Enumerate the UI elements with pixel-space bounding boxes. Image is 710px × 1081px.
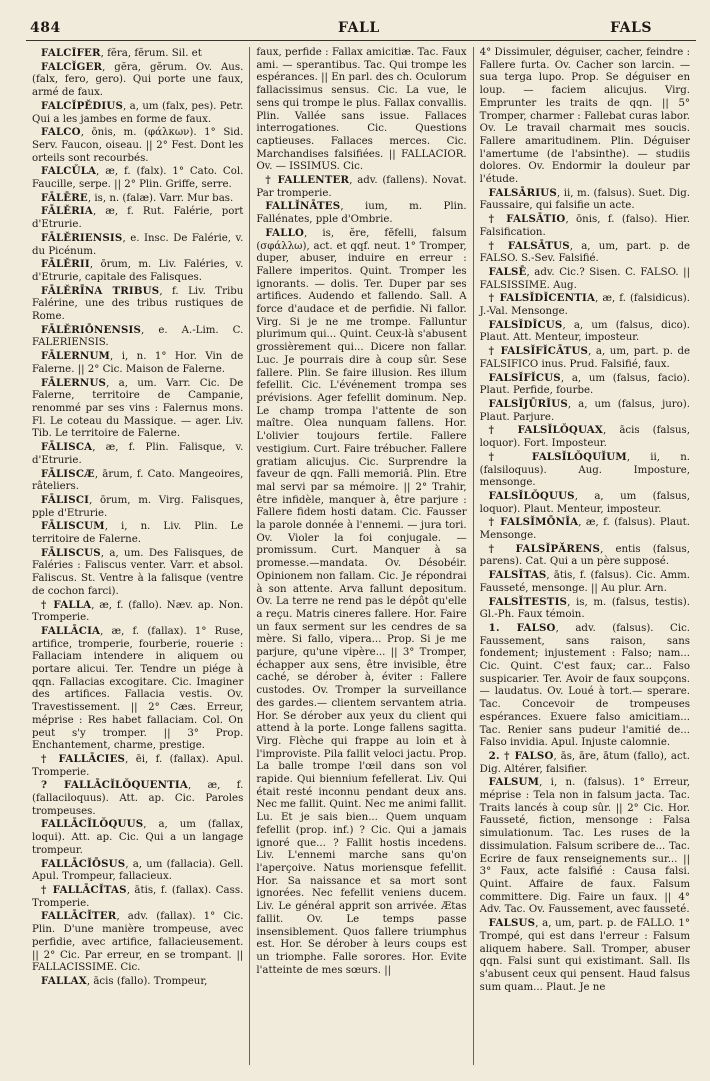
dictionary-entry [480,569,690,595]
entry-definition: , a, um, part. p. de FALSIFICO inus. Prud. Falsifié, faux. [479,346,691,370]
entry-definition: , æ, f. (falsus). Plaut. Mensonge. [479,517,691,542]
entry-definition: , e. Insc. De Falérie, v. du Picénum. [32,232,244,257]
dictionary-entry [32,599,243,625]
column-2 [249,47,472,1065]
entry-definition: , ii, m. (falsus). Suet. Dig. Faussaire, qui falsifie un acte. [479,187,691,212]
entry-definition: , f. Liv. Tribu Falérine, une des tribus rustiques de Rome. [32,285,244,323]
entry-headword: FALSUM [488,776,540,789]
entry-definition: , i, n. Liv. Plin. Le territoire de Falerne. [32,521,244,546]
entry-definition: , æ, f. (fallo). Næv. ap. Non. Tromperie. [32,599,244,624]
dictionary-entry [480,292,690,318]
entry-definition: , is, m. (falsus, testis). Gl.-Ph. Faux témoin. [479,596,691,621]
dictionary-entry [32,520,243,546]
entry-headword: † FALSĬFĬCĀTUS [488,345,589,358]
dictionary-entry [256,174,466,200]
dictionary-entry [480,398,690,424]
entry-headword: FALLAX [41,974,87,987]
entry-definition: , ii, n. (falsiloquus). Aug. Imposture, mensonge. [479,451,691,489]
dictionary-entry [480,543,690,569]
dictionary-entry [480,345,690,371]
entry-definition: , a, um (falsus, dico). Plaut. Att. Menteur, imposteur. [479,319,691,344]
entry-headword: FĀLISCI [41,493,90,506]
dictionary-entry [480,596,690,622]
entry-headword: 2. † FALSO [488,749,554,762]
dictionary-entry [32,547,243,599]
entry-headword: † FALLA [41,598,92,611]
entry-definition: , adv. (fallens). Novat. Par tromperie. [256,175,467,199]
page-number: 484 [30,20,61,36]
entry-definition: , a, um (falsus, juro). Plaut. Parjure. [479,398,691,423]
entry-headword: FĀLĔRĪNA TRIBUS [41,284,160,297]
entry-definition: , æ, f. (falx). 1° Cato. Col. Faucille, serpe. || 2° Plin. Griffe, serre. [32,166,244,191]
dictionary-entry [32,232,243,258]
entry-headword: † FALSĬLŎQUAX [488,424,603,437]
entry-headword: FĀLĔRII [41,258,90,271]
entry-definition: , ātis, f. (fallax). Cass. Tromperie. [32,885,244,909]
dictionary-entry [32,494,243,520]
entry-headword: FĀLĒRE [41,191,88,204]
entry-definition: , i, n. 1° Hor. Vin de Falerne. || 2° Cic. Maison de Falerne. [32,351,244,375]
entry-definition: , æ, f. Plin. Falisque, v. d'Etrurie. [32,442,244,466]
entry-headword: FALCŬLA [41,165,97,178]
dictionary-entry [480,622,690,750]
dictionary-entry [32,285,243,324]
dictionary-entry [32,205,243,231]
entry-definition: faux, perfide : Fallax amicitiæ. Tac. Faux ami. — sperantibus. Tac. Qui trompe les espérances. || En parl. des ch. Oculorum fallacissimus sensus. Cic. La vue, le sens qui trompe le plus. Fallax convallis. Plin. Vallée sans issue. Fallaces interrogationes. Cic. Questions captieuses. Fallaces merces. Cic. Marchandises falsifiées. || FALLACIOR. Ov. — ISSIMUS. Cic. [256,47,467,173]
dictionary-entry [480,240,690,266]
entry-headword: FĀLISCUS [41,546,101,559]
dictionary-entry [256,200,466,226]
dictionary-entry [32,858,243,884]
column-3 [473,47,696,1065]
dictionary-entry [480,266,690,292]
entry-definition: , a, um (fallax, loqui). Att. ap. Cic. Qui a un langage trompeur. [32,819,244,856]
dictionary-entry [480,424,690,450]
entry-definition: , ācis (falsus, loquor). Fort. Imposteur. [479,425,691,450]
dictionary-entry [32,818,243,857]
entry-headword: FALSUS [488,917,536,930]
entry-headword: ? FALLĀCĬLŎQUENTIA [41,779,188,792]
entry-headword: FĀLĔRIENSIS [41,231,123,244]
entry-definition: , ēi, f. (fallax). Apul. Tromperie. [32,753,244,778]
entry-definition: , æ, f. Rut. Falérie, port d'Etrurie. [32,206,244,231]
entry-headword: † FALLENTER [265,174,350,187]
entry-definition: , adv. (falsus). Cic. Faussement, sans raison, sans fondement; injustement : Falso; nam... Cic. Quint. C'est faux; car... Falso suspicarier. Ter. Avoir de faux soupçons. — laudatus. Ov. Loué à tort.— sperare. Tac. Concevoir de trompeuses espérances. Exuere falso amicitiam... Tac. Renier sans pudeur l'amitié de... Falso invidia. Apul. Injuste calomnie. [479,622,691,749]
dictionary-entry [32,126,243,165]
dictionary-entry [480,917,690,994]
entry-headword: FĀLISCUM [41,520,105,533]
header-center-word: FALL [338,20,380,36]
dictionary-entry [32,47,243,61]
dictionary-entry [480,776,690,917]
entry-headword: FALLĀCIA [41,624,101,637]
dictionary-entry [32,165,243,191]
entry-headword: FALLO [265,226,305,239]
entry-definition: , ōrum, m. Liv. Faléries, v. d'Etrurie, capitale des Falisques. [32,259,244,283]
entry-headword: FALLĀCĬTER [41,910,117,923]
entry-definition: , a, um. Varr. Cic. De Falerne, territoire de Campanie, renommé par ses vins : Falernus mons. Fl. Le coteau du Massique. — ager. Liv. Tib. Le territoire de Falerne. [32,377,244,440]
dictionary-entry [32,61,243,100]
entry-definition: , ium, m. Plin. Fallénates, pple d'Ombrie. [256,201,467,226]
entry-definition: , ācis (fallo). Trompeur, [86,975,208,987]
entry-definition: , adv. (fallax). 1° Cic. Plin. D'une manière trompeuse, avec perfidie, avec artifice, fallacieusement. || 2° Cic. Par erreur, en se trompant. || FALLACISSIME. Cic. [32,911,244,974]
entry-headword: FALSĒ [488,265,527,278]
entry-headword: FĀLISCA [41,441,93,454]
entry-definition: , æ, f. (fallaciloquus). Att. ap. Cic. Paroles trompeuses. [32,780,244,817]
entry-headword: FĀLISCÆ [41,467,95,480]
dictionary-entry [480,490,690,516]
entry-headword: † FALSĬPĂRENS [488,542,601,555]
entry-headword: † FALLĀCIES [41,752,126,765]
dictionary-entry [480,47,690,187]
entry-definition: , i, n. (falsus). 1° Erreur, méprise : Tela non in falsum jacta. Tac. Traits lancés à coup sûr. || 2° Cic. Hor. Fausseté, fiction, mensonge : Falsa simulationum. Tac. Les ruses de la dissimulation. Falsum scribere de... Tac. Ecrire de faux renseignements sur... || 3° Faux, acte falsifié : Causa falsi. Quint. Affaire de faux. Falsum committere. Dig. Faire un faux. || 4° Adv. Tac. Ov. Faussement, avec fausseté. [479,777,691,916]
dictionary-entry [32,441,243,467]
entry-headword: FĀLERNUM [41,350,111,363]
entry-definition: , ārum, f. Cato. Mangeoires, râteliers. [32,468,244,493]
dictionary-entry [480,750,690,776]
entry-headword: FALCO [41,126,81,139]
dictionary-entry [480,516,690,542]
entry-headword: FALCĬGER [41,60,103,73]
entry-definition: , is, n. (falæ). Varr. Mur bas. [87,192,234,204]
entry-definition: , a, um, part. p. de FALSO. S.-Sev. Falsifié. [479,240,691,265]
dictionary-entry [480,451,690,490]
entry-headword: † FALLĀCĬTAS [41,884,127,896]
entry-headword: † FALSĬMŌNĬA [488,516,579,529]
entry-headword: 1. FALSO [488,621,556,634]
entry-definition: , is, ĕre, fĕfelli, falsum (σφάλλω), act. et qqf. neut. 1° Tromper, duper, abuser, induire en erreur : Fallere imperitos. Quint. Tromper les ignorants. — dolis. Ter. Duper par ses artifices. Audendo et fallendo. Sall. A force d'audace et de perfidie. Ni fallor. Virg. Si je ne me trompe. Falluntur plurimum qui... Quint. Ceux-là s'abusent grossièrement qui... Dicere non fallar. Luc. Je pourrais dire à coup sûr. Sese fallere. Plin. Se faire illusion. Res illum fefellit. Cic. L'événement trompa ses prévisions. Ager fefellit dominum. Nep. Le champ trompa l'attente de son maître. Olea nunquam fallens. Hor. L'olivier toujours fertile. Fallere vestigium. Curt. Faire trébucher. Fallere gratiam alicujus. Cic. Surprendre la faveur de qqn. Falli memoriâ. Plin. Etre mal servi par sa mémoire. || 2° Trahir, être infidèle, manquer à, être parjure : Fallere fidem hosti datam. Cic. Fausser la parole donnée à l'ennemi. — jura tori. Ov. Violer la foi conjugale. — promissum. Curt. Manquer à sa promesse.—mandata. Ov. Désobéir. Opinionem non fallam. Cic. Je répondrai à son attente. Arva fallunt depositum. Ov. La terre ne rend pas le dépôt qu'elle a reçu. Matris cineres fallere. Hor. Faire un faux serment sur les cendres de sa mère. Si fallo, vipera... Prop. Si je me parjure, qu'une vipère... || 3° Tromper, échapper aux sens, être invisible, être caché, se dérober à, éviter : Fallere custodes. Ov. Tromper la surveillance des gardes.— clientem servantem atria. Hor. Se dérober aux yeux du client qui attend à la porte. Longe fallens sagitta. Virg. Flèche qui frappe au loin et à l'improviste. Pila fallit veloci jactu. Prop. La balle trompe l'œil dans son vol rapide. Qui biennium fefellerat. Liv. Qui était resté inconnu pendant deux ans. Nec me fallit. Quint. Nec me animi fallit. Lu. Et je sais bien... Quem unquam fefellit (prop. inf.) ? Cic. Qui a jamais ignoré que... ? Fallit hostis incedens. Liv. L'ennemi marche sans qu'on l'aperçoive. Natus moriensque fefellit. Hor. Sa naissance et sa mort sont ignorées. Nec fefellit veniens ducem. Liv. Le général apprit son arrivée. Ætas fallit. Ov. Le temps passe insensiblement. Quos fallere triumphus est. Hor. Se dérober à leurs coups est un triomphe. Falle sorores. Hor. Evite l'atteinte de mes sœurs. || [256,227,467,976]
dictionary-entry [480,372,690,398]
entry-definition: , ās, āre, ātum (fallo), act. Dig. Altérer, falsifier. [479,750,690,775]
entry-definition: , a, um. Des Falisques, de Faléries : Faliscus venter. Varr. et absol. Faliscus. St. Ventre à la falisque (ventre de cochon farci). [32,547,244,597]
entry-definition: , ōnis, f. (falso). Hier. Falsification. [479,214,691,238]
dictionary-entry [32,350,243,376]
dictionary-entry [32,468,243,494]
entry-headword: FALCĪFER [41,47,101,59]
entry-headword: FALCĬPĔDIUS [41,99,124,112]
entry-headword: FALSĬFĬCUS [488,371,561,384]
dictionary-entry [32,910,243,975]
entry-definition: 4° Dissimuler, déguiser, cacher, feindre : Fallere furta. Ov. Cacher son larcin. — sua terga lupo. Prop. Se déguiser en loup. — faciem alicujus. Virg. Emprunter les traits de qqn. || 5° Tromper, charmer : Fallebat curas labor. Ov. Le travail charmait mes soucis. Fallere amaritudinem. Plin. Déguiser l'amertume (de l'absinthe). — studiis dolores. Ov. Endormir la douleur par l'étude. [479,47,691,186]
entry-headword: FALLĀCĬLŎQUUS [41,818,144,831]
entry-headword: † FALSĬDĬCENTIA [488,292,596,305]
entry-headword: FĀLĔRIŌNENSIS [41,323,142,336]
entry-headword: FALSĬTAS [488,569,547,582]
entry-definition: , ātis, f. (falsus). Cic. Amm. Fausseté, mensonge. || Au plur. Arn. [479,570,691,594]
entry-headword: FALSĀRIUS [488,186,557,199]
entry-headword: † FALSĀTUS [488,239,570,252]
running-header [26,18,696,41]
dictionary-entry [32,192,243,206]
entry-definition: , adv. Cic.? Sisen. C. FALSO. || FALSISSIME. Aug. [479,266,691,291]
dictionary-entry [480,213,690,239]
entry-headword: FĀLERNUS [41,376,107,389]
entry-definition: , æ, f. (falsidicus). J.-Val. Mensonge. [479,293,691,318]
dictionary-entry [32,753,243,779]
entry-definition: , æ, f. (fallax). 1° Ruse, artifice, tromperie, fourberie, rouerie : Fallaciam intendere in aliquem ou portare alicui. Ter. Tendre un piége à qqn. Fallacias excogitare. Cic. Imaginer des artifices. Fallacia vestis. Ov. Travestissement. || 2° Cæs. Erreur, méprise : Res habet fallaciam. Col. On peut s'y tromper. || 3° Prop. Enchantement, charme, prestige. [32,625,244,752]
dictionary-entry [32,324,243,350]
entry-headword: FĀLĔRIA [41,205,94,218]
entry-definition: , a, um (falsus, facio). Plaut. Perfide, fourbe. [479,372,691,397]
dictionary-entry [32,100,243,126]
entry-definition: , a, um (fallacia). Gell. Apul. Trompeur, fallacieux. [32,858,244,883]
entry-definition: , a, um, part. p. de FALLO. 1° Trompé, qui est dans l'erreur : Falsum aliquem habere. Sall. Tromper, abuser qqn. Falsi sunt qui existimant. Sall. Ils s'abusent ceux qui pensent. Haud falsus sum quam... Plaut. Je ne [479,918,691,993]
dictionary-entry [32,779,243,818]
dictionary-entry [480,319,690,345]
dictionary-entry [256,227,466,977]
columns [26,47,696,1065]
entry-headword: † FALSĬLŎQUĬUM [488,450,627,463]
entry-definition: , fĕra, fĕrum. Sil. et [100,48,202,59]
entry-headword: FALSĬDĬCUS [488,318,563,331]
dictionary-entry [256,47,466,174]
entry-headword: FALLĬNĀTES [265,200,341,213]
column-1 [26,47,249,1065]
dictionary-entry [32,377,243,442]
dictionary-entry [32,625,243,753]
dictionary-entry [32,884,243,910]
entry-definition: , e. A.-Lim. C. FALERIENSIS. [32,324,244,349]
dictionary-entry [32,975,243,989]
entry-headword: FALSĬLŎQUUS [488,489,575,502]
entry-headword: FALSĬJŪRĬUS [488,397,568,410]
entry-definition: , a, um (falx, pes). Petr. Qui a les jambes en forme de faux. [32,100,244,125]
entry-definition: , entis (falsus, parens). Cat. Qui a un père supposé. [479,543,691,568]
entry-definition: , a, um (falsus, loquor). Plaut. Menteur, imposteur. [479,490,691,515]
entry-definition: , ōrum, m. Virg. Falisques, pple d'Etrurie. [32,494,244,519]
entry-definition: , gĕra, gĕrum. Ov. Aus. (falx, fero, gero). Qui porte une faux, armé de faux. [32,61,244,99]
entry-headword: FALLĀCĬŌSUS [41,857,126,870]
entry-definition: , ōnis, m. (φάλκων). 1° Sid. Serv. Faucon, oiseau. || 2° Fest. Dont les orteils sont recourbés. [32,127,244,164]
header-right-word: FALS [610,20,652,36]
entry-headword: † FALSĀTIO [488,213,566,226]
entry-headword: FALSĬTESTIS [488,595,568,608]
dictionary-entry [32,258,243,284]
dictionary-entry [480,187,690,213]
